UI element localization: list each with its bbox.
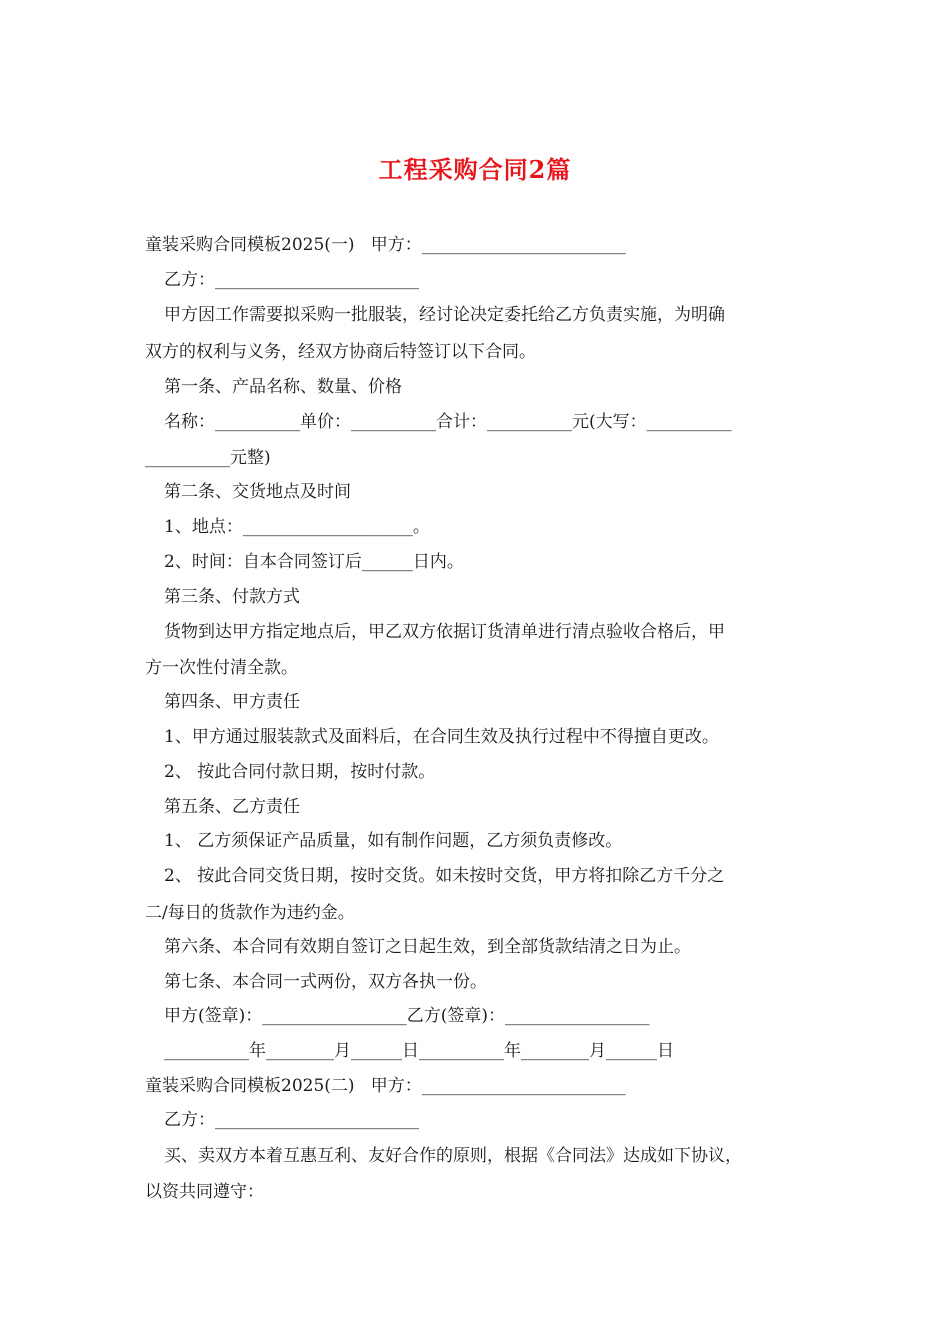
date-line: __________年________月______日__________年________月______日 (164, 1041, 674, 1061)
party-b-line: 乙方：________________________ (164, 1110, 419, 1130)
article-heading: 第三条、付款方式 (164, 587, 300, 607)
paragraph-line: 2、时间：自本合同签订后______日内。 (164, 552, 464, 572)
paragraph-line: 1、地点：____________________。 (164, 517, 430, 537)
contract-heading-1: 童装采购合同模板2025(一) 甲方：________________________ (145, 235, 626, 255)
paragraph-line: 2、 按此合同付款日期，按时付款。 (164, 762, 436, 782)
signature-line: 甲方(签章)：_________________乙方(签章)：_________________ (164, 1006, 650, 1026)
paragraph-line: __________元整) (145, 448, 271, 468)
paragraph-line: 以资共同遵守： (145, 1182, 264, 1202)
paragraph-line: 二/每日的货款作为违约金。 (145, 903, 355, 923)
party-b-line: 乙方：________________________ (164, 270, 419, 290)
document-title: 工程采购合同2篇 (378, 155, 572, 184)
article-heading: 第五条、乙方责任 (164, 797, 300, 817)
paragraph-line: 方一次性付清全款。 (145, 658, 298, 678)
article-heading: 第二条、交货地点及时间 (164, 482, 351, 502)
paragraph-line: 1、 乙方须保证产品质量，如有制作问题，乙方须负责修改。 (164, 831, 623, 851)
paragraph-line: 甲方因工作需要拟采购一批服装，经讨论决定委托给乙方负责实施，为明确 (164, 305, 725, 325)
paragraph-line: 1、甲方通过服装款式及面料后，在合同生效及执行过程中不得擅自更改。 (164, 727, 719, 747)
article-heading: 第四条、甲方责任 (164, 692, 300, 712)
paragraph-line: 名称：__________单价：__________合计：__________元(大写：__________ (164, 412, 732, 432)
paragraph-line: 第七条、本合同一式两份，双方各执一份。 (164, 972, 487, 992)
paragraph-line: 第六条、本合同有效期自签订之日起生效，到全部货款结清之日为止。 (164, 937, 691, 957)
paragraph-line: 买、卖双方本着互惠互利、友好合作的原则，根据《合同法》达成如下协议， (164, 1146, 742, 1166)
paragraph-line: 货物到达甲方指定地点后，甲乙双方依据订货清单进行清点验收合格后，甲 (164, 622, 725, 642)
paragraph-line: 2、 按此合同交货日期，按时交货。如未按时交货，甲方将扣除乙方千分之 (164, 866, 725, 886)
article-heading: 第一条、产品名称、数量、价格 (164, 377, 402, 397)
contract-heading-2: 童装采购合同模板2025(二) 甲方：________________________ (145, 1076, 626, 1096)
paragraph-line: 双方的权利与义务，经双方协商后特签订以下合同。 (145, 342, 536, 362)
